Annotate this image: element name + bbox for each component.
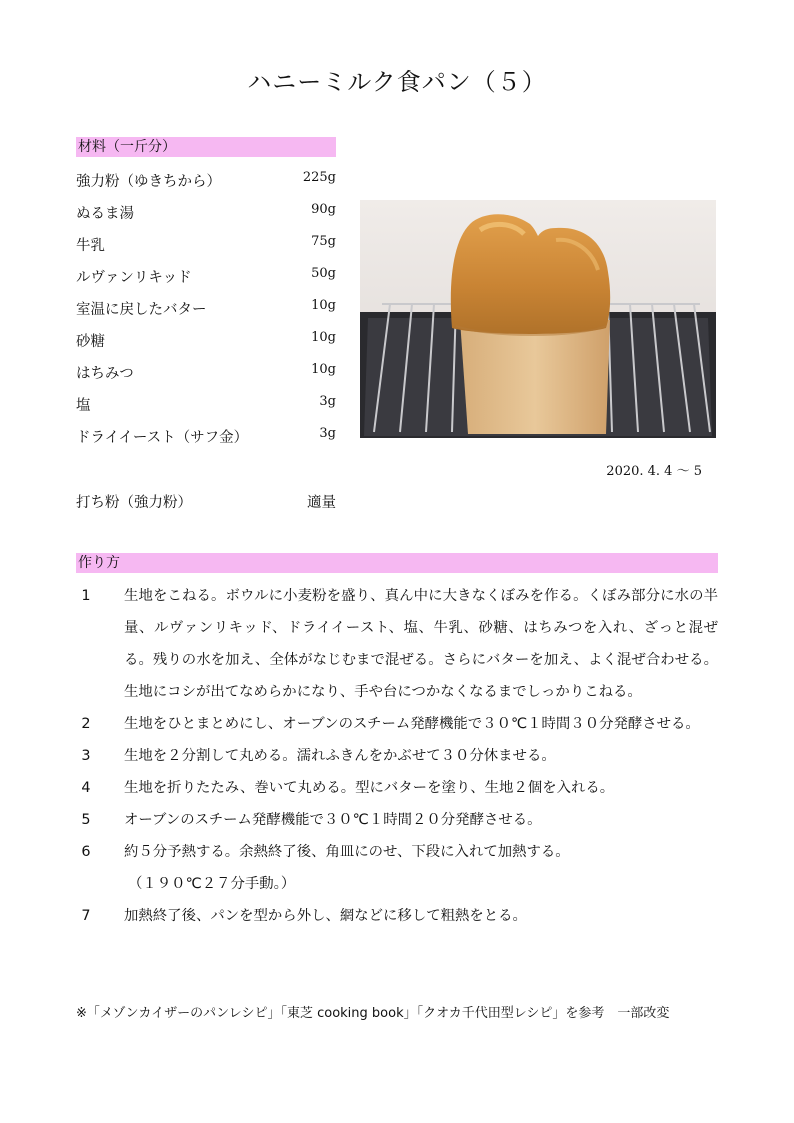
ingredient-name: ドライイースト（サフ金） [76, 430, 249, 446]
ingredient-row [76, 202, 336, 226]
ingredient-amount: 適量 [307, 495, 336, 511]
ingredient-row [76, 298, 336, 322]
step-item [76, 740, 718, 772]
step-item [76, 580, 718, 708]
ingredients-header: 材料（一斤分） [76, 137, 336, 157]
ingredient-name: 塩 [76, 398, 91, 414]
step-text: 生地をひとまとめにし、オーブンのスチーム発酵機能で３０℃１時間３０分発酵させる。 [124, 716, 700, 732]
bread-photo [360, 200, 716, 438]
method-steps [76, 580, 718, 932]
ingredient-amount: 50g [311, 266, 336, 281]
ingredient-name: 牛乳 [76, 238, 105, 254]
ingredient-name: 強力粉（ゆきちから） [76, 174, 221, 190]
dusting-flour-row [76, 491, 336, 515]
step-number: 1 [81, 588, 91, 604]
page-title: ハニーミルク食パン（５） [247, 68, 547, 96]
step-item [76, 900, 718, 932]
ingredient-name: ルヴァンリキッド [76, 270, 192, 286]
ingredient-row [76, 394, 336, 418]
ingredient-name: はちみつ [76, 366, 134, 382]
ingredient-name: 打ち粉（強力粉） [76, 495, 192, 511]
step-text: オーブンのスチーム発酵機能で３０℃１時間２０分発酵させる。 [124, 812, 542, 828]
step-number: 5 [81, 812, 91, 828]
step-item [76, 772, 718, 804]
step-number: 7 [81, 908, 91, 924]
ingredient-name: ぬるま湯 [76, 206, 134, 222]
step-text: 生地を折りたたみ、巻いて丸める。型にバターを塗り、生地２個を入れる。 [124, 780, 615, 796]
ingredient-row [76, 330, 336, 354]
ingredient-row [76, 266, 336, 290]
ingredient-amount: 3g [319, 426, 336, 441]
step-text: 生地を２分割して丸める。濡れふきんをかぶせて３０分休ませる。 [124, 748, 556, 764]
method-header: 作り方 [76, 553, 718, 573]
step-item [76, 836, 718, 868]
ingredient-amount: 10g [311, 330, 336, 345]
step-item [76, 708, 718, 740]
step-text: 加熱終了後、パンを型から外し、網などに移して粗熱をとる。 [124, 908, 527, 924]
ingredient-name: 室温に戻したバター [76, 302, 207, 318]
bake-date: 2020. 4. 4 〜 5 [606, 464, 702, 479]
ingredient-row [76, 170, 336, 194]
step-item [76, 868, 718, 900]
ingredient-amount: 225g [302, 170, 336, 185]
step-text: 生地をこねる。ボウルに小麦粉を盛り、真ん中に大きなくぼみを作る。くぼみ部分に水の半量、ルヴァンリキッド、ドライイースト、塩、牛乳、砂糖、はちみつを入れ、ざっと混ぜる。残りの水を加え、全体がなじむまで混ぜる。さらにバターを加え、よく混ぜ合わせる。生地にコシが出てなめらかになり、手や台につかなくなるまでしっかりこねる。 [124, 588, 718, 700]
ingredient-amount: 3g [319, 394, 336, 409]
ingredient-row [76, 426, 336, 450]
step-number: 4 [81, 780, 91, 796]
ingredient-row [76, 234, 336, 258]
step-number: 3 [81, 748, 91, 764]
step-item [76, 804, 718, 836]
step-text: （１９０℃２７分手動。） [128, 876, 296, 892]
step-text: 約５分予熱する。余熱終了後、角皿にのせ、下段に入れて加熱する。 [124, 844, 570, 860]
ingredient-amount: 10g [311, 362, 336, 377]
ingredient-amount: 90g [311, 202, 336, 217]
ingredient-amount: 75g [311, 234, 336, 249]
ingredient-name: 砂糖 [76, 334, 105, 350]
ingredient-amount: 10g [311, 298, 336, 313]
step-number: 6 [81, 844, 91, 860]
ingredient-row [76, 362, 336, 386]
step-number: 2 [81, 716, 91, 732]
reference-note: ※「メゾンカイザーのパンレシピ」「東芝 cooking book」「クオカ千代田型レシピ」を参考 一部改変 [76, 1006, 670, 1021]
